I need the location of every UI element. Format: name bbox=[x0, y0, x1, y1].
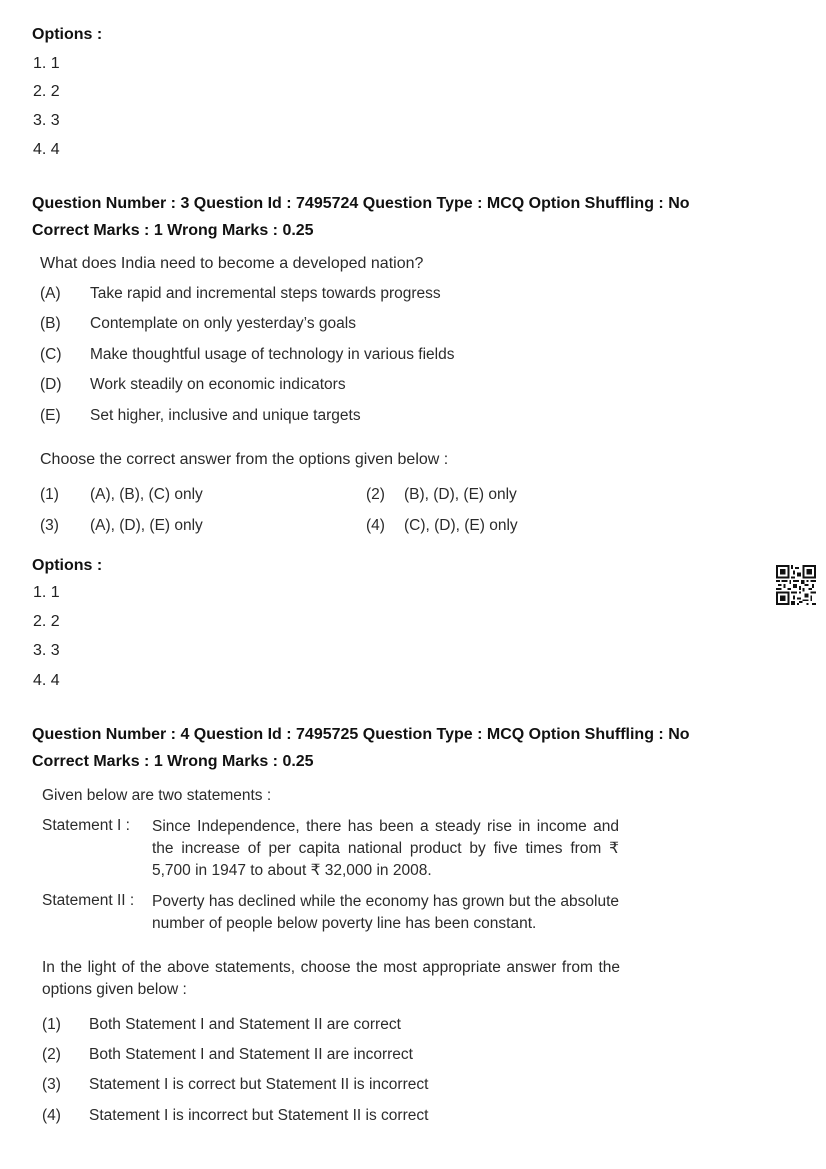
q3-statement-text: Work steadily on economic indicators bbox=[90, 376, 346, 393]
option-1: 1. 1 bbox=[33, 584, 60, 601]
q4-header-line1: Question Number : 4 Question Id : 7495725 Question Type : MCQ Option Shuffling : No bbox=[32, 726, 690, 743]
q3-header-line2: Correct Marks : 1 Wrong Marks : 0.25 bbox=[32, 222, 314, 239]
q3-statement-label: (A) bbox=[40, 285, 61, 302]
q4-statement1-label: Statement I : bbox=[42, 817, 130, 834]
q3-statement-text: Take rapid and incremental steps towards progress bbox=[90, 285, 441, 302]
q4-header-line2: Correct Marks : 1 Wrong Marks : 0.25 bbox=[32, 753, 314, 770]
q4-statement2-label: Statement II : bbox=[42, 892, 135, 909]
q3-statement-text: Set higher, inclusive and unique targets bbox=[90, 407, 361, 424]
q3-statement-label: (D) bbox=[40, 376, 62, 393]
q3-question-text: What does India need to become a developed nation? bbox=[40, 255, 424, 272]
q3-choice-text: (C), (D), (E) only bbox=[404, 517, 518, 534]
q3-statement-label: (B) bbox=[40, 315, 61, 332]
q3-choice-text: (A), (D), (E) only bbox=[90, 517, 203, 534]
q3-statement-text: Make thoughtful usage of technology in various fields bbox=[90, 346, 455, 363]
q3-choose-instruction: Choose the correct answer from the options given below : bbox=[40, 451, 449, 468]
q3-choice-text: (B), (D), (E) only bbox=[404, 486, 517, 503]
q3-choice-number: (4) bbox=[366, 517, 385, 534]
q4-statement2-text: Poverty has declined while the economy has grown but the absolute number of people below poverty line has been constant. bbox=[152, 893, 620, 932]
q3-choice-number: (3) bbox=[40, 517, 59, 534]
q4-intro-text: Given below are two statements : bbox=[42, 787, 272, 804]
q4-choice-text: Statement I is correct but Statement II is incorrect bbox=[89, 1076, 429, 1093]
q4-choice-text: Statement I is incorrect but Statement II is correct bbox=[89, 1107, 429, 1124]
q3-header-line1: Question Number : 3 Question Id : 7495724 Question Type : MCQ Option Shuffling : No bbox=[32, 195, 690, 212]
q3-statement-text: Contemplate on only yesterday’s goals bbox=[90, 315, 356, 332]
q4-choice-number: (1) bbox=[42, 1016, 61, 1033]
q4-choice-text: Both Statement I and Statement II are correct bbox=[89, 1016, 401, 1033]
q3-choice-text: (A), (B), (C) only bbox=[90, 486, 203, 503]
q4-choice-number: (2) bbox=[42, 1046, 61, 1063]
q4-choice-number: (3) bbox=[42, 1076, 61, 1093]
option-4: 4. 4 bbox=[33, 672, 60, 689]
q3-options-heading: Options : bbox=[32, 557, 103, 574]
option-3: 3. 3 bbox=[33, 112, 60, 129]
q3-statement-label: (C) bbox=[40, 346, 62, 363]
q4-instruction-text: In the light of the above statements, choose the most appropriate answer from the options given below : bbox=[42, 959, 620, 998]
option-1: 1. 1 bbox=[33, 55, 60, 72]
q4-statement1-text: Since Independence, there has been a steady rise in income and the increase of per capita national product by five times from ₹ 5,700 in 1947 to about ₹ 32,000 in 2008. bbox=[152, 818, 619, 879]
q3-choice-number: (1) bbox=[40, 486, 59, 503]
q4-choice-text: Both Statement I and Statement II are incorrect bbox=[89, 1046, 413, 1063]
options-heading: Options : bbox=[32, 26, 103, 43]
option-2: 2. 2 bbox=[33, 83, 60, 100]
option-2: 2. 2 bbox=[33, 613, 60, 630]
qr-code-icon bbox=[776, 565, 816, 605]
option-4: 4. 4 bbox=[33, 141, 60, 158]
q3-choice-number: (2) bbox=[366, 486, 385, 503]
q4-choice-number: (4) bbox=[42, 1107, 61, 1124]
option-3: 3. 3 bbox=[33, 642, 60, 659]
q3-statement-label: (E) bbox=[40, 407, 61, 424]
